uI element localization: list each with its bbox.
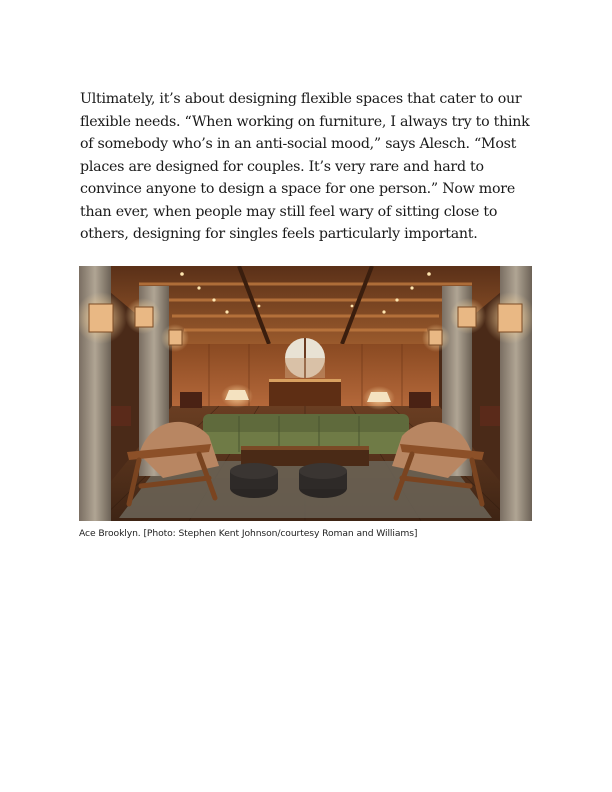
article-body [80,88,540,246]
photo-caption: Ace Brooklyn. [Photo: Stephen Kent Johnson/courtesy Roman and Williams] [79,528,418,539]
body-paragraph: Ultimately, it’s about designing flexible spaces that cater to our flexible needs. “When working on furniture, I always try to think of somebody who’s in an anti-social mood,” says Alesch. “Most places are designed for couples. It’s very rare and hard to convince anyone to design a space for one person.” Now more than ever, when people may still feel wary of sitting close to others, designing for singles feels particularly important. [80,91,530,242]
lobby-photo [79,266,532,521]
figure [79,266,532,539]
